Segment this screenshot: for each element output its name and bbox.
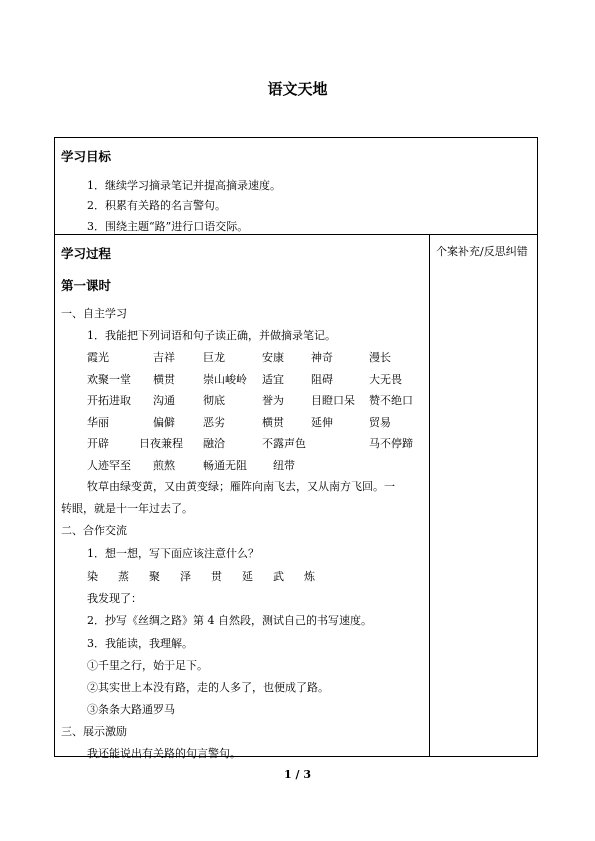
cooperation-item-3: 3．我能读，我理解。 [87,637,193,650]
char: 炼 [304,570,315,583]
char: 武 [273,570,284,583]
char-row [87,570,335,584]
word: 人迹罕至 [87,458,131,472]
word: 畅通无阻 [203,458,247,472]
word: 欢聚一堂 [87,372,131,386]
word: 巨龙 [203,351,225,364]
process-header: 学习过程 [61,246,112,261]
word-row [87,435,427,457]
section-self-study: 一、自主学习 [61,307,127,320]
char: 蒸 [118,570,129,583]
word: 横贯 [153,372,175,386]
word: 融洽 [203,437,225,450]
word-grid [87,349,427,478]
goal-item-2: 2．积累有关路的名言警句。 [87,199,226,212]
quote-2: ②其实世上本没有路，走的人多了，也便成了路。 [87,681,329,694]
word: 崇山峻岭 [203,372,247,386]
word: 霞光 [87,351,109,364]
word-row [87,414,427,436]
sentence-line-1: 牧草由绿变黄，又由黄变绿；雁阵向南飞去，又从南方飞回。一 [87,480,395,493]
char: 贯 [211,570,222,583]
word: 开辟 [87,437,109,450]
word: 阻碍 [311,372,333,386]
word: 横贯 [262,415,284,429]
word: 适宜 [262,372,284,386]
word-row [87,457,427,479]
cooperation-item-2: 2．抄写《丝绸之路》第 4 自然段，测试自己的书写速度。 [87,614,372,627]
word: 日夜兼程 [139,437,183,450]
goal-item-3: 3．围绕主题“路”进行口语交际。 [87,220,249,233]
word: 不露声色 [262,437,306,450]
char: 聚 [149,570,160,583]
table-column-divider [429,234,430,756]
word: 纽带 [273,458,295,472]
word: 开拓进取 [87,394,131,407]
word: 彻底 [203,394,225,407]
lesson-table [54,137,538,760]
word: 誉为 [262,394,284,407]
char: 延 [242,570,253,583]
section-showcase: 三、展示激励 [61,725,127,738]
word: 沟通 [153,394,175,407]
self-study-item-1: 1．我能把下列词语和句子读正确，并做摘录笔记。 [87,329,336,342]
goal-item-1: 1．继续学习摘录笔记并提高摘录速度。 [87,179,281,192]
page-title: 语文天地 [267,80,328,98]
char: 泽 [180,570,191,583]
section-cooperation: 二、合作交流 [61,524,127,537]
word: 贸易 [369,415,391,429]
sentence-line-2: 转眼，就是十一年过去了。 [61,502,193,515]
lesson-header: 第一课时 [61,278,112,293]
word: 吉祥 [153,351,175,364]
page-number: 1 / 3 [284,768,311,781]
word-row [87,392,427,414]
word-row [87,371,427,393]
goals-header: 学习目标 [61,149,112,164]
quote-1: ①千里之行，始于足下。 [87,659,208,672]
word: 华丽 [87,415,109,429]
word: 恶劣 [203,415,225,429]
word: 安康 [262,351,284,364]
cooperation-item-1: 1．想一想，写下面应该注意什么？ [87,547,259,560]
word: 赞不绝口 [369,394,413,407]
word: 目瞪口呆 [311,394,355,407]
word-row [87,349,427,371]
side-note: 个案补充/反思纠错 [436,245,528,258]
word: 延伸 [311,415,333,429]
word: 偏僻 [153,415,175,429]
showcase-item-1: 我还能说出有关路的句言警句。 [87,747,241,760]
found-label: 我发现了： [87,592,142,605]
char: 染 [87,570,98,583]
word: 大无畏 [369,372,402,386]
word: 神奇 [311,351,333,364]
table-divider [55,234,537,235]
word: 马不停蹄 [369,437,413,450]
quote-3: ③条条大路通罗马 [87,703,175,716]
word: 漫长 [369,351,391,364]
word: 煎熬 [153,458,175,472]
